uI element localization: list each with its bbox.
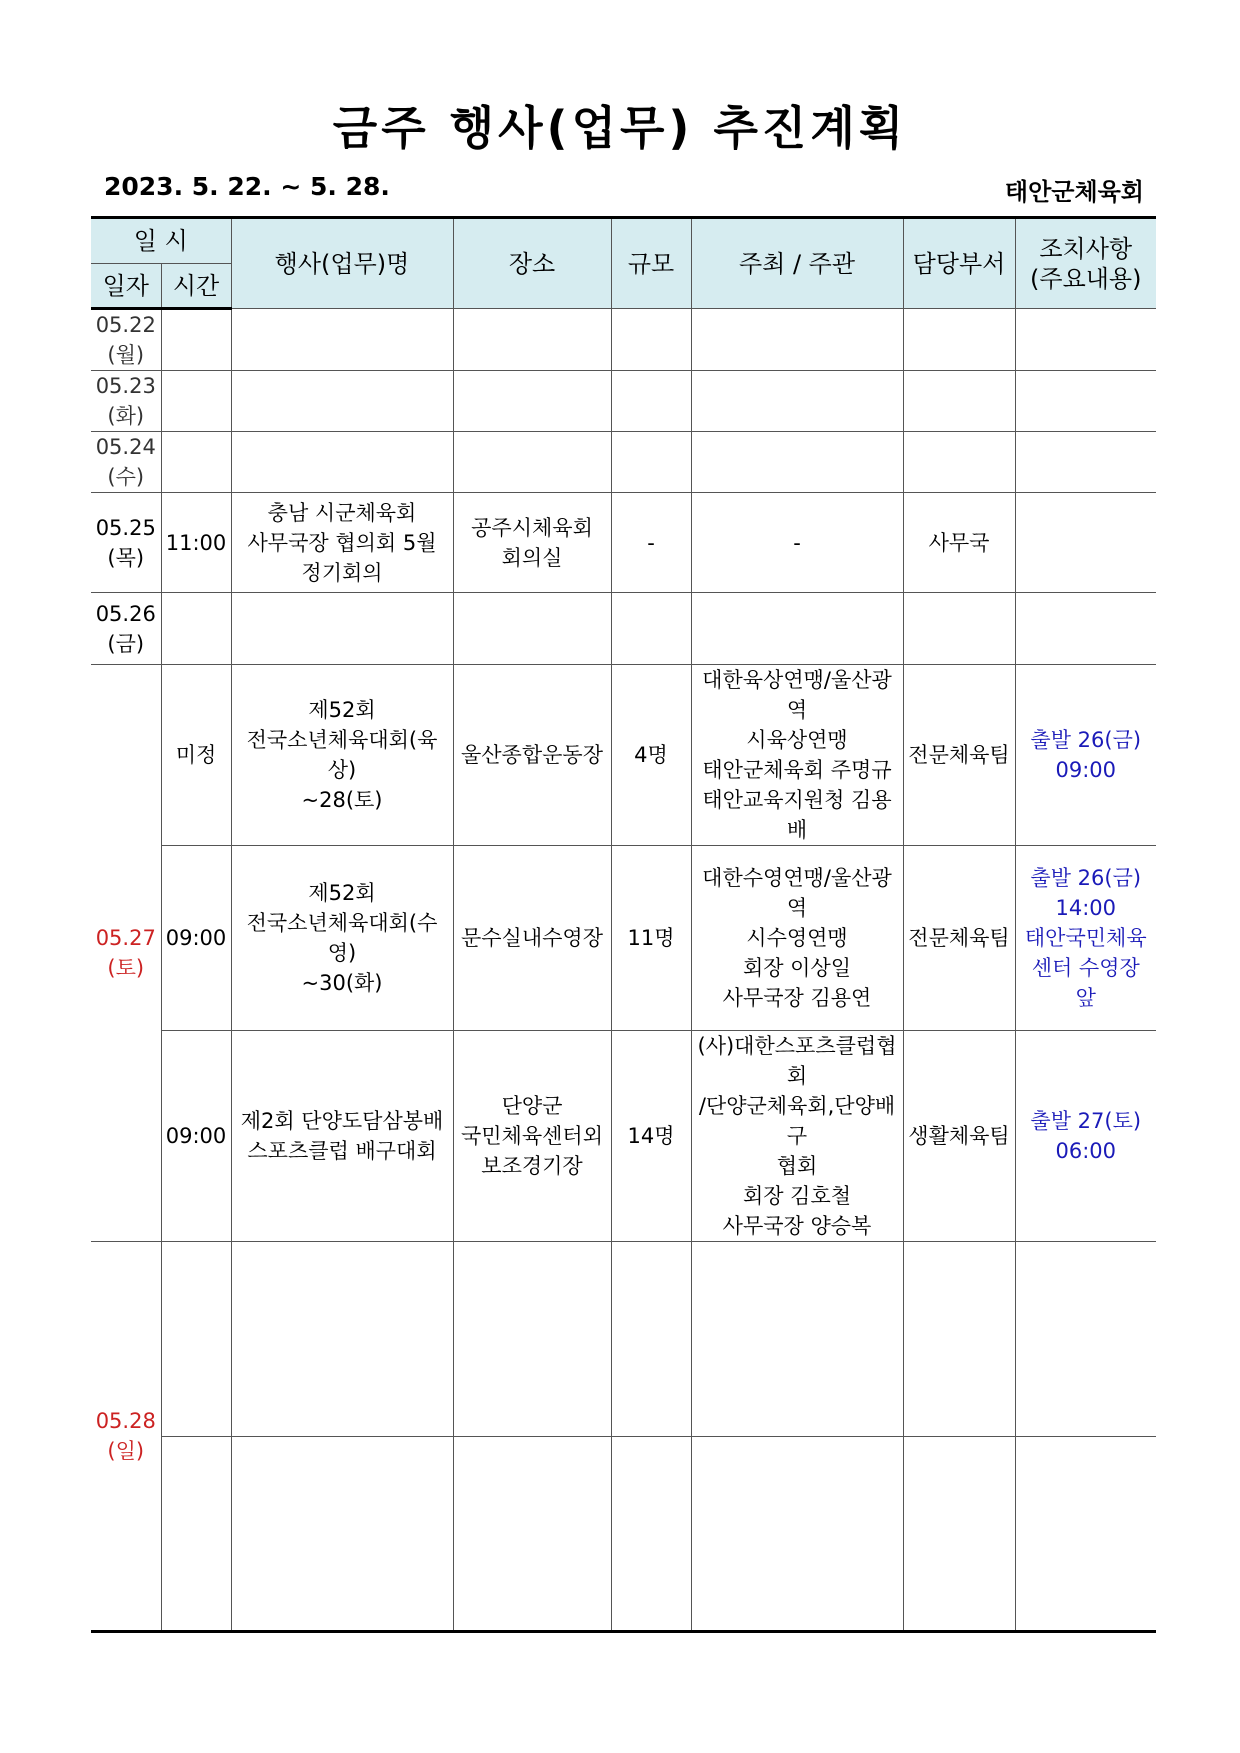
event-dept: 전문체육팀 [903,846,1015,1031]
event-time: 11:00 [161,493,231,593]
table-row [91,371,1156,432]
header-scale: 규모 [611,218,691,309]
date-text: 05.22 [95,313,156,337]
event-name-line: 스포츠클럽 배구대회 [247,1139,437,1163]
header-ilsi: 일 시 [91,218,231,264]
event-scale: - [611,493,691,593]
date-cell [91,665,161,1242]
dow-text: (화) [107,404,145,428]
header-action [1015,218,1156,309]
event-place: 울산종합운동장 [453,665,611,846]
event-host-line: 대한수영연맹/울산광역 [702,866,892,920]
dow-text: (월) [107,343,145,367]
header-action-line-2: (주요내용) [1030,264,1142,293]
event-time: 09:00 [161,846,231,1031]
event-name-line: 제52회 [308,881,376,905]
event-name-line: ~28(토) [301,788,383,812]
table-row [91,593,1156,665]
event-name-line: 전국소년체육대회(수영) [246,911,438,965]
table-row [91,665,1156,846]
header-host: 주최 / 주관 [691,218,903,309]
date-cell [91,1242,161,1632]
event-action [1015,493,1156,593]
event-name-line: 사무국장 협의회 5월 [247,530,437,555]
table-row [91,846,1156,1031]
event-place [453,1031,611,1242]
dow-text: (수) [107,465,145,489]
event-scale: 11명 [611,846,691,1031]
table-row [91,1242,1156,1437]
date-cell [91,493,161,593]
header-place: 장소 [453,218,611,309]
event-name-line: 제2회 단양도담삼봉배 [240,1109,444,1133]
event-time: 09:00 [161,1031,231,1242]
event-dept: 전문체육팀 [903,665,1015,846]
event-host-line: 사무국장 양승복 [722,1214,872,1238]
event-action-line: 앞 [1075,986,1096,1010]
event-action [1015,665,1156,846]
event-host-line: 태안교육지원청 김용배 [702,788,892,842]
event-action [1015,846,1156,1031]
event-host [691,665,903,846]
event-place-line: 국민체육센터외 [460,1124,603,1148]
event-action-line: 출발 27(토) [1030,1109,1142,1133]
header-action-line-1: 조치사항 [1039,234,1133,263]
organization-name: 태안군체육회 [1004,178,1144,206]
event-name [231,846,453,1031]
event-action-line: 06:00 [1055,1139,1117,1163]
event-action-line: 09:00 [1055,758,1117,782]
event-name-line: ~30(화) [301,971,383,995]
event-host-line: (사)대한스포츠클럽협회 [697,1034,897,1088]
event-name-line: 제52회 [308,698,376,722]
date-cell [91,432,161,493]
date-text: 05.28 [95,1409,156,1433]
event-name [231,493,453,593]
event-place-line: 회의실 [501,545,563,570]
event-action-line: 출발 26(금) [1030,866,1142,890]
event-host: - [691,493,903,593]
event-host-line: 회장 이상일 [742,956,852,980]
header-time: 시간 [161,264,231,309]
event-host-line: 대한육상연맹/울산광역 [702,668,892,722]
event-host-line: 사무국장 김용연 [722,986,872,1010]
table-row [91,1031,1156,1242]
header-date: 일자 [91,264,161,309]
event-dept: 생활체육팀 [903,1031,1015,1242]
event-action-line: 태안국민체육 [1024,926,1147,950]
event-name [231,665,453,846]
table-row [91,493,1156,593]
header-dept: 담당부서 [903,218,1015,309]
event-place-line: 보조경기장 [481,1154,583,1178]
event-scale: 4명 [611,665,691,846]
date-cell [91,309,161,371]
date-text: 05.23 [95,374,156,398]
event-place: 문수실내수영장 [453,846,611,1031]
event-dept: 사무국 [903,493,1015,593]
event-host-line: 시수영연맹 [746,926,848,950]
date-text: 05.25 [95,515,156,540]
header-event-name: 행사(업무)명 [231,218,453,309]
event-place-line: 단양군 [501,1094,563,1118]
dow-text: (금) [107,631,145,656]
event-action-line: 센터 수영장 [1031,956,1140,980]
event-place [453,493,611,593]
event-name-line: 전국소년체육대회(육상) [246,728,438,782]
event-host-line: /단양군체육회,단양배구 [698,1094,896,1148]
event-name [231,1031,453,1242]
event-host-line: 시육상연맹 [746,728,848,752]
date-cell [91,593,161,665]
table-row [91,1437,1156,1632]
dow-text: (일) [107,1439,145,1463]
event-action-line: 14:00 [1055,896,1117,920]
event-host [691,846,903,1031]
date-text: 05.26 [95,601,156,626]
event-action-line: 출발 26(금) [1030,728,1142,752]
event-host-line: 태안군체육회 주명규 [702,758,892,782]
event-host-line: 회장 김호철 [742,1184,852,1208]
date-text: 05.24 [95,435,156,459]
dow-text: (토) [107,956,145,980]
date-text: 05.27 [95,926,156,950]
dow-text: (목) [107,545,145,570]
event-time: 미정 [161,665,231,846]
date-cell [91,371,161,432]
event-place-line: 공주시체육회 [471,515,593,540]
table-row [91,432,1156,493]
event-name-line: 정기회의 [301,560,383,585]
schedule-table [91,216,1156,1633]
date-range: 2023. 5. 22. ~ 5. 28. [104,172,390,201]
event-host [691,1031,903,1242]
table-row [91,309,1156,371]
event-host-line: 협회 [776,1154,818,1178]
event-name-line: 충남 시군체육회 [267,500,417,525]
page-title: 금주 행사(업무) 추진계획 [332,101,908,155]
event-action [1015,1031,1156,1242]
event-scale: 14명 [611,1031,691,1242]
